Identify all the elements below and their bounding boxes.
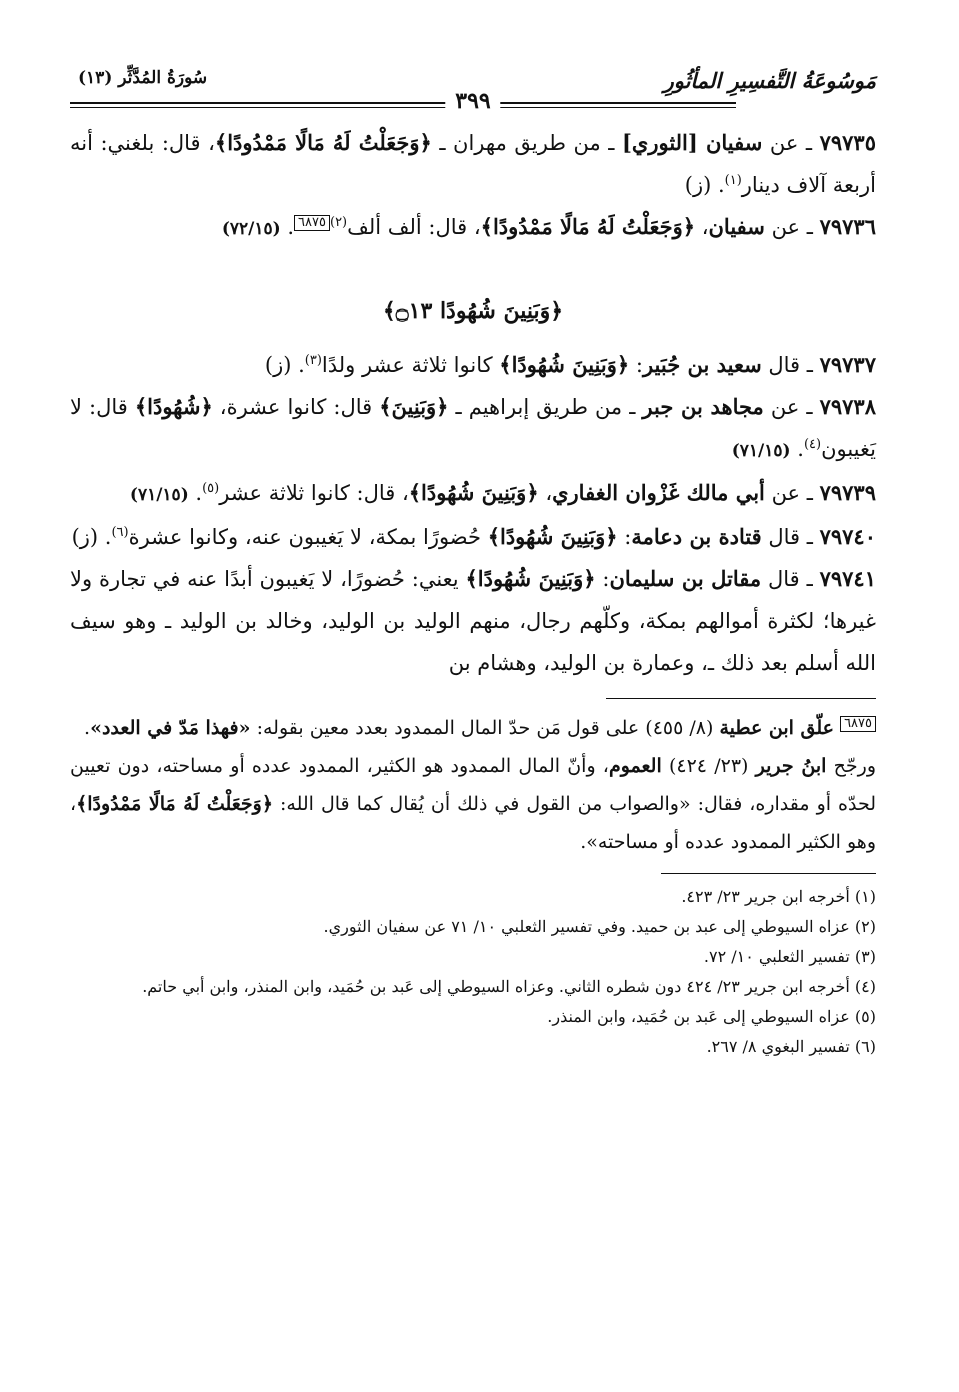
quran-quote: ﴿وَجَعَلْتُ لَهُ مَالًا مَمْدُودًا﴾	[76, 793, 273, 815]
footnote: (١) أخرجه ابن جرير ٢٣/ ٤٢٣.	[681, 887, 876, 906]
footnote-separator	[661, 873, 876, 874]
quran-quote: ﴿وَبَنِينَ شُهُودًا﴾	[499, 352, 630, 377]
quran-quote: ﴿وَبَنِينَ﴾	[379, 394, 449, 419]
footnote-marker: (٤)	[803, 437, 822, 452]
footnote: (٤) أخرجه ابن جرير ٢٣/ ٤٢٤ دون شطره الثاني. وعزاه السيوطي إلى عَبد بن حُمَيد، وابن المنذر، وابن أبي حاتم.	[142, 977, 876, 996]
quran-quote: ﴿وَبَنِينَ شُهُودًا﴾	[408, 480, 539, 505]
surah-title: سُورَةُ المُدَّثِّر (١٣)	[78, 68, 208, 88]
footnote: (٥) عزاه السيوطي إلى عَبد بن حُمَيد، وابن المنذر.	[547, 1007, 876, 1026]
header-rule	[70, 102, 736, 104]
quran-quote: ﴿وَبَنِينَ شُهُودًا﴾	[487, 524, 618, 549]
entry-79735: ٧٩٧٣٥ ـ عن سفيان [الثوري] ـ من طريق مهران ـ ﴿وَجَعَلْتُ لَهُ مَالًا مَمْدُودًا﴾، قال: بلغني: أنه أربعة آلاف دينار$^{(١)}$. (ز)	[70, 130, 876, 197]
note-box: ٦٨٧٥	[294, 215, 330, 231]
footnote-marker: (١)	[724, 173, 742, 188]
footnote-marker: (٥)	[202, 481, 220, 496]
entry-79740: ٧٩٧٤٠ ـ قال قتادة بن دعامة: ﴿وَبَنِينَ شُهُودًا﴾ حُضورًا بمكة، لا يَغيبون عنه، وكانوا عشرة$^{(٦)}$. (ز)	[71, 524, 876, 549]
entry-79741: ٧٩٧٤١ ـ قال مقاتل بن سليمان: ﴿وَبَنِينَ شُهُودًا﴾ يعني: حُضورًا، لا يَغيبون أبدًا عنه في تجارة ولا غيرها؛ لكثرة أموالهم بمكة، وكلّهم رجال، منهم الوليد بن الوليد، وخالد بن الوليد ـ وهو سيف الله أسلم بعد ذلك ـ، وعمارة بن الوليد، وهشام بن	[70, 566, 876, 675]
footnote: (٣) تفسير الثعلبي ١٠/ ٧٢.	[703, 947, 876, 966]
volume-ref: (٧١/١٥)	[129, 485, 189, 505]
page-header	[70, 62, 876, 122]
entry-79739: ٧٩٧٣٩ ـ عن أبي مالك غَزْوان الغفاري، ﴿وَبَنِينَ شُهُودًا﴾، قال: كانوا ثلاثة عشر$^{(٥)}$. (٧١/١٥)	[129, 480, 876, 505]
entry-79737: ٧٩٧٣٧ ـ قال سعيد بن جُبَير: ﴿وَبَنِينَ شُهُودًا﴾ كانوا ثلاثة عشر ولدًا$^{(٣)}$. (ز)	[264, 352, 876, 377]
entry-79736: ٧٩٧٣٦ ـ عن سفيان، ﴿وَجَعَلْتُ لَهُ مَالًا مَمْدُودًا﴾، قال: ألف ألف$^{(٢)}$٦٨٧٥. (٧٢/١٥)	[221, 214, 876, 239]
quran-quote: ﴿وَبَنِينَ شُهُودًا﴾	[465, 566, 596, 591]
footnote-marker: (٢)	[329, 215, 348, 230]
footnote: (٦) تفسير البغوي ٨/ ٢٦٧.	[706, 1037, 876, 1056]
ayah-number: (١٣)	[78, 68, 113, 88]
header-rule-thin	[70, 107, 736, 108]
quran-quote: ﴿شُهُودًا﴾	[134, 394, 213, 419]
footnote-marker: (٦)	[111, 525, 129, 540]
quran-quote: ﴿وَجَعَلْتُ لَهُ مَالًا مَمْدُودًا﴾	[214, 130, 432, 155]
editor-note-2: ورجّح ابنُ جرير (٢٣/ ٤٢٤) العموم، وأنّ المال الممدود هو الكثير، الممدود عدده أو مساحته، دون تعيين لحدّه أو مقداره، فقال: «والصواب من القول في ذلك أن يُقال كما قال الله: ﴿وَجَعَلْتُ لَهُ مَالًا مَمْدُودًا﴾، وهو الكثير الممدود عدده أو مساحته».	[70, 755, 877, 853]
quran-quote: ﴿وَجَعَلْتُ لَهُ مَالًا مَمْدُودًا﴾	[480, 214, 696, 239]
volume-ref: (٧٢/١٥)	[221, 219, 281, 239]
footnote-marker: (٣)	[304, 353, 322, 368]
entry-79738: ٧٩٧٣٨ ـ عن مجاهد بن جبر ـ من طريق إبراهيم ـ ﴿وَبَنِينَ﴾ قال: كانوا عشرة، ﴿شُهُودًا﴾ قال: لا يَغيبون$^{(٤)}$. (٧١/١٥)	[70, 394, 876, 461]
footnote: (٢) عزاه السيوطي إلى عبد بن حميد. وفي تفسير الثعلبي ١٠/ ٧١ عن سفيان الثوري.	[323, 917, 876, 936]
note-box: ٦٨٧٥	[840, 716, 876, 732]
book-title: مَوسُوعَةُ التَّفسِيرِ المأثُورِ	[663, 68, 876, 93]
verse-heading: ﴿وَبَنِينَ شُهُودًا ۝١٣﴾	[382, 298, 564, 324]
document-page	[70, 62, 876, 1062]
note-separator	[606, 698, 876, 699]
editor-note-1: ٦٨٧٥ علّق ابن عطية (٨/ ٤٥٥) على قول مَن حدّ المال الممدود بعدد معين بقوله: «فهذا مَدّ في العدد».	[70, 709, 876, 747]
volume-ref: (٧١/١٥)	[731, 441, 791, 461]
page-number: ٣٩٩	[445, 88, 500, 114]
